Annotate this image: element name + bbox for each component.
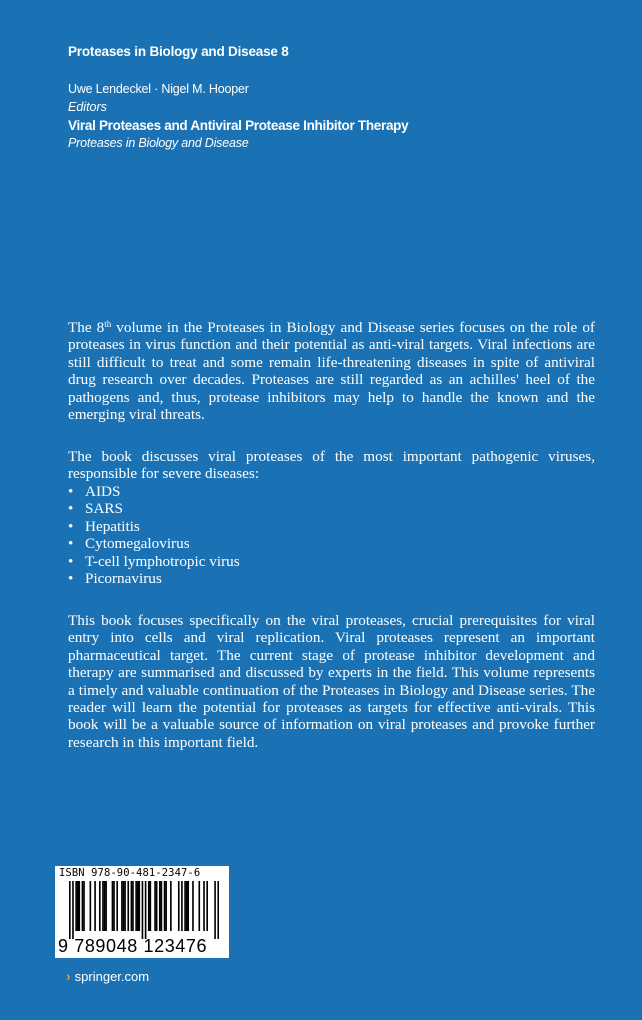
barcode-bar [132, 881, 134, 931]
barcode-bar [142, 881, 144, 939]
isbn-barcode [55, 866, 229, 958]
springer-link[interactable] [66, 968, 149, 984]
series-title: Proteases in Biology and Disease 8 [68, 44, 289, 59]
barcode-bar [78, 881, 80, 931]
barcode-bar [170, 881, 172, 931]
barcode-bar [83, 881, 85, 931]
barcode-bar [94, 881, 96, 931]
barcode-bar [161, 881, 163, 931]
barcode-bar [137, 881, 139, 931]
barcode-bar [206, 881, 208, 931]
barcode-bar [150, 881, 152, 931]
barcode-number: 9 789048 123476 [58, 936, 208, 956]
barcode-bar [104, 881, 106, 931]
barcode-bar [164, 881, 166, 931]
disease-list [68, 483, 240, 587]
para1-start: The 8 [68, 319, 105, 336]
barcode-bar [135, 881, 137, 931]
barcode-bar [124, 881, 126, 931]
barcode-bar [192, 881, 194, 931]
barcode-bar [105, 881, 107, 931]
barcode-bar [116, 881, 118, 931]
list-item: • SARS [68, 500, 240, 517]
barcode-bar [131, 881, 133, 931]
list-item: • AIDS [68, 483, 240, 500]
editors: Uwe Lendeckel · Nigel M. Hooper [68, 82, 249, 96]
barcode-bar [90, 881, 92, 931]
barcode-bar [148, 881, 150, 931]
barcode-bar [156, 881, 158, 931]
barcode-bar [77, 881, 79, 931]
barcode-bar [159, 881, 161, 931]
barcode-bar [187, 881, 189, 931]
barcode-bar [123, 881, 125, 931]
description-paragraph-3: This book focuses specifically on the viral proteases, crucial prerequisites for viral entry into cells and viral replication. Viral proteases represent an important pharmaceutical target. The current stage of protease inhibitor development and therapy are summarised and discussed by experts in the field. This volume represents a timely and valuable continuation of the Proteases in Biology and Disease series. The reader will learn the potential for proteases as targets for effective anti-virals. This book will be a valuable source of information on viral proteases and provoke further research in this important field. [68, 612, 595, 751]
editors-role: Editors [68, 100, 107, 114]
description-paragraph-1 [68, 319, 595, 423]
chevron-right-icon: › [66, 968, 71, 984]
springer-link-text: springer.com [74, 968, 150, 984]
list-item: • Picornavirus [68, 570, 240, 587]
para1-rest: volume in the Proteases in Biology and Disease series focuses on the role of proteases in virus function and their potential as anti-viral targets. Viral infections are still difficult to treat and some remain life-threatening diseases in spite of antiviral drug research over decades. Proteases are still regarded as an achilles' heel of the pathogens and, thus, protease inhibitors may help to handle the known and the emerging viral threats. [68, 319, 595, 424]
barcode-bar [121, 881, 123, 931]
barcode-bars [69, 881, 219, 939]
barcode-bar [145, 881, 147, 939]
barcode-bar [178, 881, 180, 931]
barcode-bar [165, 881, 167, 931]
list-item: • Cytomegalovirus [68, 535, 240, 552]
barcode-bar [102, 881, 104, 931]
book-series: Proteases in Biology and Disease [68, 136, 249, 150]
barcode-bar [112, 881, 114, 931]
description-paragraph-2: The book discusses viral proteases of the most important pathogenic viruses, responsible for severe diseases: [68, 448, 595, 483]
barcode-bar [203, 881, 205, 931]
barcode-bar [217, 881, 219, 939]
ordinal-suffix: th [104, 319, 112, 329]
list-item: • T-cell lymphotropic virus [68, 553, 240, 570]
barcode-bar [186, 881, 188, 931]
barcode-bar [138, 881, 140, 931]
barcode-bar [214, 881, 216, 939]
barcode-bar [181, 881, 183, 931]
list-item: • Hepatitis [68, 518, 240, 535]
isbn-label: ISBN 978-90-481-2347-6 [59, 867, 201, 879]
book-title: Viral Proteases and Antiviral Protease Inhibitor Therapy [68, 118, 409, 133]
barcode-bar [75, 881, 77, 931]
barcode-bar [99, 881, 101, 931]
barcode-bar [69, 881, 71, 939]
barcode-bar [184, 881, 186, 931]
barcode-bar [198, 881, 200, 931]
barcode-bar [127, 881, 129, 931]
barcode-bar [72, 881, 74, 939]
barcode-bar [113, 881, 115, 931]
barcode-bar [154, 881, 156, 931]
barcode-bar [82, 881, 84, 931]
